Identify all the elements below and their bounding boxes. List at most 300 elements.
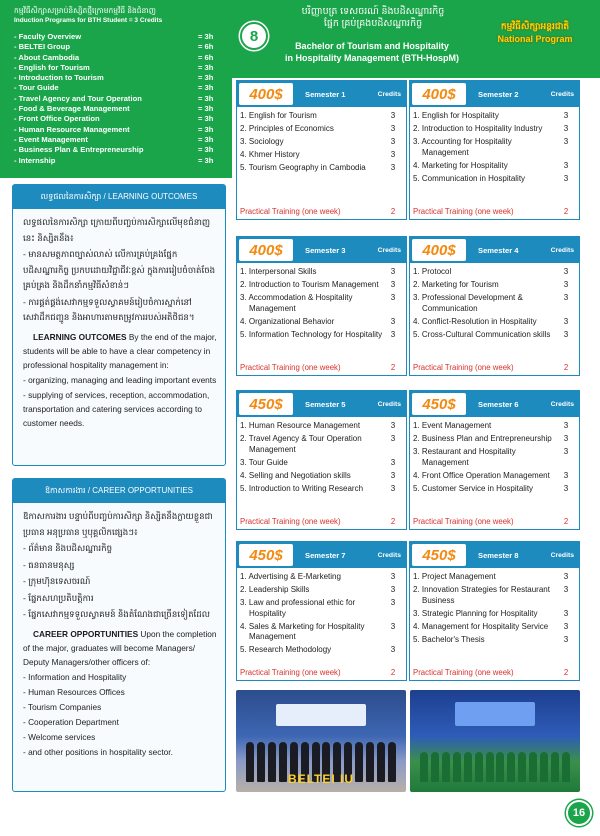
course-row bbox=[413, 174, 575, 185]
semester-box bbox=[409, 236, 580, 376]
co-en-bold: CAREER OPPORTUNITIES bbox=[33, 628, 139, 639]
person-figure bbox=[540, 752, 548, 782]
course-title: 1. Interpersonal Skills bbox=[240, 267, 317, 276]
credits-label: Credits bbox=[377, 246, 401, 254]
course-title: 5. Cross-Cultural Communication skills bbox=[413, 329, 551, 339]
course-title: 1. Human Resource Management bbox=[240, 421, 361, 430]
co-km-intro: ឱកាសការងារ បន្ទាប់ពីបញ្ចប់ការសិក្សា និស្សិតនឹងក្លាយខ្លួនជាប្រធាន អនុប្រធាន ឬបុគ្គលិកផ្សេងៗ៖ bbox=[23, 511, 213, 537]
semester-name: Semester 6 bbox=[478, 399, 519, 409]
person-figure bbox=[518, 752, 526, 782]
practical-training-row bbox=[413, 517, 575, 526]
person-figure bbox=[496, 752, 504, 782]
course-title: 4. Front Office Operation Management bbox=[413, 470, 550, 480]
course-row bbox=[413, 635, 575, 646]
career-opportunities-text bbox=[13, 503, 225, 759]
induction-item bbox=[14, 94, 222, 104]
course-row bbox=[240, 150, 402, 161]
course-credits: 3 bbox=[390, 585, 396, 595]
photo-banner bbox=[276, 704, 366, 726]
semester-price: 450$ bbox=[239, 393, 293, 415]
course-list bbox=[237, 107, 406, 174]
co-km-item: - ផ្នែកសេវាកម្មទទួលស្វាគមន៍ និងតំណែងជាច្រើនទៀតដែល bbox=[23, 609, 210, 619]
semester-name: Semester 5 bbox=[305, 399, 346, 409]
course-row bbox=[413, 330, 575, 341]
course-row bbox=[413, 293, 575, 314]
semester-name: Semester 7 bbox=[305, 550, 346, 560]
person-figure bbox=[486, 752, 494, 782]
program-title-en-line2: in Hospitality Management (BTH-HospM) bbox=[284, 53, 459, 63]
induction-item-hours: = 6h bbox=[198, 42, 214, 52]
course-row bbox=[240, 484, 402, 495]
course-credits: 3 bbox=[390, 280, 396, 290]
course-row bbox=[240, 111, 402, 122]
induction-item bbox=[14, 156, 222, 166]
course-credits: 3 bbox=[563, 470, 569, 480]
course-credits: 3 bbox=[390, 124, 396, 134]
course-title: 5. Tourism Geography in Cambodia bbox=[240, 163, 366, 173]
induction-item bbox=[14, 135, 222, 145]
course-title: 2. Marketing for Tourism bbox=[413, 280, 499, 290]
practical-training-title: Practical Training (one week) bbox=[240, 207, 341, 216]
semester-header bbox=[237, 237, 406, 263]
practical-training-title: Practical Training (one week) bbox=[240, 363, 341, 372]
course-credits: 3 bbox=[390, 267, 396, 276]
co-en-item: - Human Resources Offices bbox=[23, 686, 125, 697]
photo-people bbox=[420, 736, 570, 782]
practical-training-credits: 2 bbox=[390, 207, 396, 216]
induction-item bbox=[14, 73, 222, 83]
course-row bbox=[240, 585, 402, 596]
course-title: 3. Law and professional ethic for Hospitality bbox=[240, 598, 356, 618]
induction-item-hours: = 3h bbox=[198, 73, 214, 83]
course-row bbox=[413, 622, 575, 633]
induction-item-label: - Event Management bbox=[14, 134, 88, 144]
left-column bbox=[0, 0, 232, 836]
graduation-photo-right bbox=[410, 690, 580, 792]
course-title: 2. Travel Agency & Tour Operation Management bbox=[240, 434, 362, 454]
course-row bbox=[413, 317, 575, 328]
semester-header bbox=[237, 542, 406, 568]
practical-training-credits: 2 bbox=[563, 517, 569, 526]
practical-training-row bbox=[240, 363, 402, 372]
induction-item-label: - Food & Beverage Management bbox=[14, 104, 130, 114]
induction-item-hours: = 3h bbox=[198, 134, 214, 144]
person-figure bbox=[551, 752, 559, 782]
semester-box bbox=[409, 541, 580, 681]
course-row bbox=[413, 421, 575, 432]
semester-name: Semester 3 bbox=[305, 245, 346, 255]
course-title: 2. Business Plan and Entrepreneurship bbox=[413, 434, 552, 444]
semester-name: Semester 1 bbox=[305, 89, 346, 99]
practical-training-title: Practical Training (one week) bbox=[413, 517, 514, 526]
learning-outcomes-text bbox=[13, 209, 225, 430]
semester-header bbox=[410, 542, 579, 568]
course-row bbox=[240, 280, 402, 291]
semester-price: 450$ bbox=[412, 393, 466, 415]
practical-training-row bbox=[240, 207, 402, 216]
induction-item-label: - Introduction to Tourism bbox=[14, 73, 104, 83]
course-title: 2. Introduction to Tourism Management bbox=[240, 280, 379, 290]
course-credits: 3 bbox=[563, 329, 569, 339]
person-figure bbox=[464, 752, 472, 782]
course-list bbox=[410, 107, 579, 184]
course-credits: 3 bbox=[563, 111, 569, 120]
course-row bbox=[240, 434, 402, 455]
co-km-item: - ធនធានមនុស្ស bbox=[23, 559, 75, 570]
induction-item-label: - About Cambodia bbox=[14, 52, 80, 62]
course-credits: 3 bbox=[563, 434, 569, 444]
course-row bbox=[240, 458, 402, 469]
course-row bbox=[240, 293, 402, 314]
induction-item-hours: = 6h bbox=[198, 52, 214, 62]
induction-item-label: - English for Tourism bbox=[14, 62, 90, 72]
course-credits: 3 bbox=[390, 598, 396, 608]
course-credits: 3 bbox=[563, 137, 569, 147]
semester-header bbox=[237, 391, 406, 417]
course-row bbox=[413, 161, 575, 172]
course-title: 5. Introduction to Writing Research bbox=[240, 483, 364, 493]
semester-header bbox=[410, 81, 579, 107]
photo-floor-text: BELTEI IU bbox=[287, 772, 355, 786]
course-row bbox=[413, 609, 575, 620]
course-credits: 3 bbox=[563, 173, 569, 183]
course-list bbox=[237, 263, 406, 340]
lo-km-item: - ការផ្គត់ផ្គង់សេវាកម្មទទួលស្វាគមន៍រៀបចំការស្នាក់នៅ សេវាដឹកជញ្ជូន និងអាហារតាមតម្រូវការរបស់អតិថិជន។ bbox=[23, 296, 195, 322]
course-credits: 3 bbox=[563, 160, 569, 170]
person-figure bbox=[431, 752, 439, 782]
course-credits: 3 bbox=[390, 111, 396, 120]
semester-name: Semester 8 bbox=[478, 550, 519, 560]
course-credits: 3 bbox=[390, 434, 396, 444]
semester-box bbox=[236, 236, 407, 376]
course-row bbox=[413, 484, 575, 495]
induction-item-label: - Internship bbox=[14, 155, 56, 165]
induction-subtitle: Induction Programs for BTH Student = 3 Credits bbox=[14, 17, 163, 24]
course-title: 4. Sales & Marketing for Hospitality Management bbox=[240, 621, 365, 642]
person-figure bbox=[420, 752, 428, 782]
course-title: 4. Khmer History bbox=[240, 150, 300, 160]
co-en-item: - Information and Hospitality bbox=[23, 671, 127, 682]
course-credits: 3 bbox=[563, 124, 569, 134]
course-row bbox=[413, 471, 575, 482]
course-title: 1. Project Management bbox=[413, 572, 496, 581]
lo-km-item: - មានសមត្ថភាពច្បាស់លាស់ លើការគ្រប់គ្រងផ្នែកបដិសណ្ឋារកិច្ច ប្រកបដោយវិជ្ជាជីវៈខ្ពស់ ក្នុងការរៀបចំចាត់ចែងគ្រប់គ្រង និងដឹកនាំកម្មវិធីសំខាន់ៗ bbox=[23, 249, 216, 290]
program-title-km bbox=[278, 6, 468, 30]
lo-en-item: - organizing, managing and leading important events bbox=[23, 374, 217, 385]
semester-price: 450$ bbox=[239, 544, 293, 566]
page-number: 16 bbox=[566, 800, 592, 826]
course-credits: 3 bbox=[563, 267, 569, 276]
induction-item-hours: = 3h bbox=[198, 93, 214, 103]
semester-box bbox=[236, 80, 407, 220]
induction-item-label: - Business Plan & Entrepreneurship bbox=[14, 145, 144, 155]
course-row bbox=[240, 137, 402, 148]
program-title-km-line2: ផ្នែក គ្រប់គ្រងបដិសណ្ឋារកិច្ច bbox=[323, 18, 423, 29]
induction-item-label: - Front Office Operation bbox=[14, 114, 100, 124]
semester-name: Semester 4 bbox=[478, 245, 519, 255]
course-credits: 3 bbox=[563, 634, 569, 644]
practical-training-row bbox=[413, 363, 575, 372]
practical-training-row bbox=[413, 668, 575, 677]
course-credits: 3 bbox=[563, 621, 569, 631]
course-credits: 3 bbox=[390, 470, 396, 480]
induction-item-label: - Travel Agency and Tour Operation bbox=[14, 93, 142, 103]
photo-banner bbox=[455, 702, 535, 726]
induction-title: កម្មវិធីសិក្សាសម្រាប់និស្សិតថ្មីក្រោមកម្មវិធី និងជំនាញ bbox=[14, 6, 156, 15]
semester-header bbox=[237, 81, 406, 107]
course-title: 1. English for Tourism bbox=[240, 111, 317, 120]
course-row bbox=[240, 124, 402, 135]
course-title: 4. Management for Hospitality Service bbox=[413, 621, 549, 631]
person-figure bbox=[453, 752, 461, 782]
person-figure bbox=[377, 742, 385, 782]
course-title: 3. Restaurant and Hospitality Management bbox=[413, 447, 516, 467]
course-credits: 3 bbox=[563, 280, 569, 290]
credits-label: Credits bbox=[377, 551, 401, 559]
person-figure bbox=[442, 752, 450, 782]
credits-label: Credits bbox=[550, 90, 574, 98]
induction-item-hours: = 3h bbox=[198, 62, 214, 72]
induction-item bbox=[14, 83, 222, 93]
course-title: 3. Sociology bbox=[240, 137, 284, 147]
person-figure bbox=[257, 742, 265, 782]
lo-km-intro: លទ្ធផលនៃការសិក្សា ក្រោយពីបញ្ចប់ការសិក្សាលើមុខជំនាញនេះ និស្សិតនឹង៖ bbox=[23, 217, 211, 243]
semester-header bbox=[410, 237, 579, 263]
induction-item bbox=[14, 114, 222, 124]
induction-item-label: - Human Resource Management bbox=[14, 124, 130, 134]
co-en-intro bbox=[23, 627, 217, 669]
induction-list bbox=[14, 32, 222, 166]
course-row bbox=[240, 163, 402, 174]
co-km-item: - ព័ត៌មាន និងបដិសណ្ឋារកិច្ច bbox=[23, 543, 113, 553]
program-title-en-line1: Bachelor of Tourism and Hospitality bbox=[295, 41, 449, 51]
induction-item-hours: = 3h bbox=[198, 145, 214, 155]
course-title: 4. Marketing for Hospitality bbox=[413, 160, 508, 170]
induction-panel bbox=[0, 0, 232, 178]
practical-training-row bbox=[413, 207, 575, 216]
induction-item-hours: = 3h bbox=[198, 104, 214, 114]
course-list bbox=[237, 568, 406, 656]
career-opportunities-heading: ឱកាសការងារ / CAREER OPPORTUNITIES bbox=[13, 479, 225, 503]
practical-training-credits: 2 bbox=[563, 207, 569, 216]
semester-box bbox=[236, 390, 407, 530]
course-row bbox=[413, 572, 575, 583]
course-row bbox=[240, 421, 402, 432]
credits-label: Credits bbox=[550, 246, 574, 254]
lo-en-item: - supplying of services, reception, accommodation, transportation and catering services according to customer needs. bbox=[23, 389, 210, 428]
program-title-en bbox=[272, 40, 472, 64]
course-title: 4. Organizational Behavior bbox=[240, 316, 335, 326]
program-title-km-line1: បរិញ្ញាបត្រ ទេសចរណ៍ និងបដិសណ្ឋារកិច្ច bbox=[301, 6, 445, 17]
person-figure bbox=[388, 742, 396, 782]
practical-training-credits: 2 bbox=[390, 668, 396, 677]
course-credits: 3 bbox=[563, 483, 569, 493]
learning-outcomes-heading: លទ្ធផលនៃការសិក្សា / LEARNING OUTCOMES bbox=[13, 185, 225, 209]
course-list bbox=[237, 417, 406, 494]
induction-item-label: - Tour Guide bbox=[14, 83, 59, 93]
credits-label: Credits bbox=[377, 90, 401, 98]
course-credits: 3 bbox=[390, 457, 396, 467]
induction-item-label: - Faculty Overview bbox=[14, 32, 82, 41]
credits-label: Credits bbox=[377, 400, 401, 408]
course-credits: 3 bbox=[390, 163, 396, 173]
course-credits: 3 bbox=[390, 137, 396, 147]
course-row bbox=[413, 111, 575, 122]
induction-item bbox=[14, 63, 222, 73]
practical-training-row bbox=[240, 668, 402, 677]
co-en-intro-text: Upon the completion of the major, graduates will become Managers/ Deputy Managers/other officers of: bbox=[23, 628, 217, 667]
course-row bbox=[240, 598, 402, 619]
practical-training-title: Practical Training (one week) bbox=[240, 668, 341, 677]
course-credits: 3 bbox=[563, 447, 569, 457]
practical-training-credits: 2 bbox=[390, 517, 396, 526]
course-credits: 3 bbox=[390, 621, 396, 631]
practical-training-credits: 2 bbox=[390, 363, 396, 372]
course-list bbox=[410, 417, 579, 494]
person-figure bbox=[562, 752, 570, 782]
co-km-item: - ផ្នែកសហប្រតិបត្តិការ bbox=[23, 592, 94, 603]
course-title: 3. Strategic Planning for Hospitality bbox=[413, 608, 538, 618]
course-row bbox=[240, 471, 402, 482]
course-row bbox=[240, 317, 402, 328]
national-program-label bbox=[480, 20, 590, 46]
person-figure bbox=[529, 752, 537, 782]
induction-item-hours: = 3h bbox=[198, 32, 214, 41]
course-row bbox=[413, 124, 575, 135]
person-figure bbox=[246, 742, 254, 782]
course-title: 1. English for Hospitality bbox=[413, 111, 499, 120]
semester-price: 450$ bbox=[412, 544, 466, 566]
practical-training-title: Practical Training (one week) bbox=[413, 207, 514, 216]
course-credits: 3 bbox=[563, 585, 569, 595]
course-title: 3. Professional Development & Communication bbox=[413, 293, 523, 313]
induction-item bbox=[14, 145, 222, 155]
course-title: 5. Research Methodology bbox=[240, 645, 332, 655]
course-credits: 3 bbox=[563, 572, 569, 581]
course-title: 5. Information Technology for Hospitality bbox=[240, 329, 383, 339]
program-number-badge: 8 bbox=[240, 22, 268, 50]
semester-price: 400$ bbox=[412, 83, 466, 105]
practical-training-row bbox=[240, 517, 402, 526]
course-row bbox=[413, 280, 575, 291]
course-credits: 3 bbox=[563, 608, 569, 618]
co-en-item: - Tourism Companies bbox=[23, 701, 102, 712]
course-credits: 3 bbox=[390, 421, 396, 430]
national-program-en: National Program bbox=[497, 34, 573, 44]
co-en-item: - Cooperation Department bbox=[23, 716, 119, 727]
semester-box bbox=[409, 390, 580, 530]
course-title: 3. Accounting for Hospitality Management bbox=[413, 137, 512, 157]
induction-item bbox=[14, 53, 222, 63]
practical-training-title: Practical Training (one week) bbox=[240, 517, 341, 526]
course-credits: 3 bbox=[563, 293, 569, 303]
course-row bbox=[413, 447, 575, 468]
graduation-photo-left bbox=[236, 690, 406, 792]
course-credits: 3 bbox=[390, 483, 396, 493]
course-credits: 3 bbox=[390, 316, 396, 326]
induction-item-label: - BELTEI Group bbox=[14, 42, 70, 52]
course-credits: 3 bbox=[390, 293, 396, 303]
course-title: 1. Advertising & E-Marketing bbox=[240, 572, 341, 581]
credits-label: Credits bbox=[550, 551, 574, 559]
course-row bbox=[413, 267, 575, 278]
course-title: 4. Conflict-Resolution in Hospitality bbox=[413, 316, 537, 326]
practical-training-title: Practical Training (one week) bbox=[413, 668, 514, 677]
practical-training-title: Practical Training (one week) bbox=[413, 363, 514, 372]
course-title: 4. Selling and Negotiation skills bbox=[240, 470, 351, 480]
course-title: 2. Introduction to Hospitality Industry bbox=[413, 124, 543, 134]
practical-training-credits: 2 bbox=[563, 363, 569, 372]
course-title: 2. Innovation Strategies for Restaurant Business bbox=[413, 585, 550, 605]
course-title: 2. Principles of Economics bbox=[240, 124, 334, 134]
semester-box bbox=[236, 541, 407, 681]
course-credits: 3 bbox=[390, 150, 396, 160]
induction-item-hours: = 3h bbox=[198, 114, 214, 124]
national-program-km: កម្មវិធីសិក្សាអន្តរជាតិ bbox=[500, 21, 570, 31]
course-row bbox=[240, 572, 402, 583]
credits-label: Credits bbox=[550, 400, 574, 408]
semester-price: 400$ bbox=[239, 239, 293, 261]
person-figure bbox=[507, 752, 515, 782]
learning-outcomes-box bbox=[12, 184, 226, 466]
course-credits: 3 bbox=[563, 421, 569, 430]
course-title: 1. Event Management bbox=[413, 421, 492, 430]
course-row bbox=[240, 267, 402, 278]
lo-en-intro-text: By the end of the major, students will be able to have a clear competency in professional hospitality management in: bbox=[23, 331, 217, 370]
course-row bbox=[240, 330, 402, 341]
induction-item-hours: = 3h bbox=[198, 124, 214, 134]
course-row bbox=[413, 585, 575, 606]
program-header bbox=[232, 0, 600, 78]
induction-item bbox=[14, 42, 222, 52]
induction-item bbox=[14, 32, 222, 42]
course-credits: 3 bbox=[390, 572, 396, 581]
course-title: 3. Tour Guide bbox=[240, 457, 288, 467]
course-row bbox=[240, 622, 402, 643]
course-title: 5. Customer Service in Hospitality bbox=[413, 483, 534, 493]
course-credits: 3 bbox=[563, 316, 569, 326]
course-title: 5. Bachelor's Thesis bbox=[413, 634, 485, 644]
lo-en-bold: LEARNING OUTCOMES bbox=[33, 331, 127, 342]
course-title: 2. Leadership Skills bbox=[240, 585, 310, 595]
co-km-list bbox=[23, 541, 217, 623]
semester-box bbox=[409, 80, 580, 220]
induction-item-hours: = 3h bbox=[198, 155, 214, 165]
practical-training-credits: 2 bbox=[563, 668, 569, 677]
co-en-item: - Welcome services bbox=[23, 731, 96, 742]
induction-item-hours: = 3h bbox=[198, 83, 214, 93]
semester-name: Semester 2 bbox=[478, 89, 519, 99]
course-row bbox=[240, 645, 402, 656]
co-km-item: - ក្រុមហ៊ុនទេសចរណ៍ bbox=[23, 576, 91, 586]
induction-item bbox=[14, 104, 222, 114]
course-list bbox=[410, 568, 579, 645]
course-credits: 3 bbox=[390, 329, 396, 339]
co-en-item: - and other positions in hospitality sector. bbox=[23, 746, 173, 757]
course-title: 1. Protocol bbox=[413, 267, 452, 276]
course-credits: 3 bbox=[390, 645, 396, 655]
induction-item bbox=[14, 125, 222, 135]
course-title: 5. Communication in Hospitality bbox=[413, 173, 526, 183]
course-row bbox=[413, 137, 575, 158]
person-figure bbox=[475, 752, 483, 782]
lo-en-intro bbox=[23, 330, 217, 372]
semester-header bbox=[410, 391, 579, 417]
career-opportunities-box bbox=[12, 478, 226, 792]
semester-price: 400$ bbox=[412, 239, 466, 261]
semester-price: 400$ bbox=[239, 83, 293, 105]
course-list bbox=[410, 263, 579, 340]
